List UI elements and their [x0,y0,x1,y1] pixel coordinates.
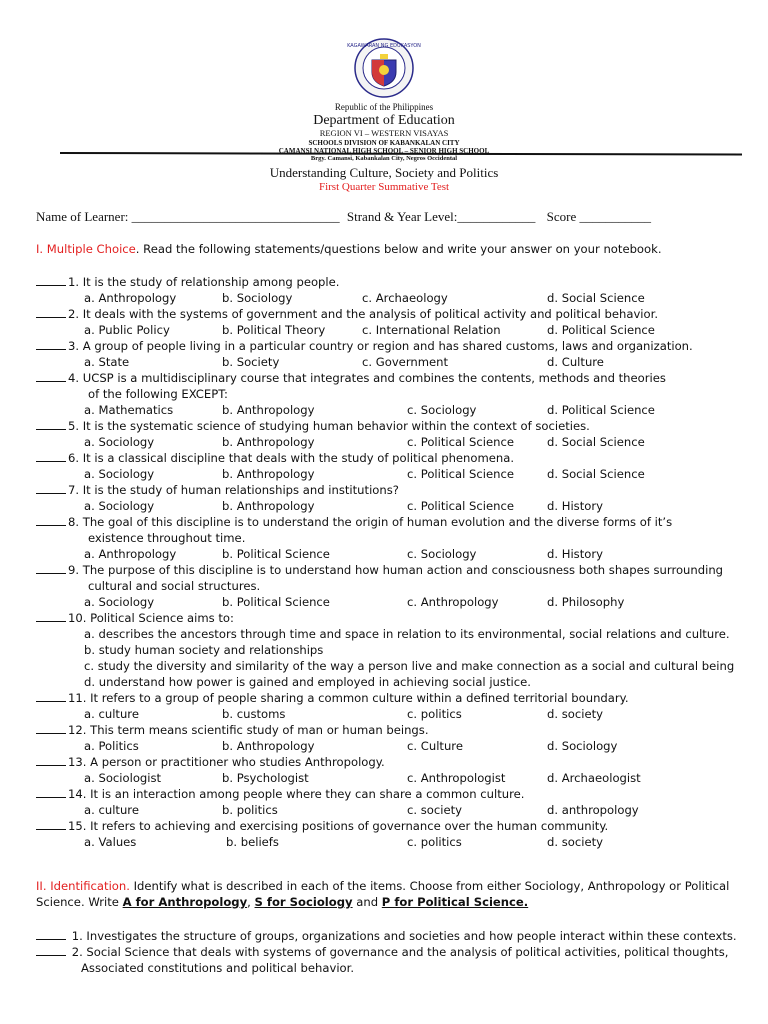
section-1-heading [36,241,736,257]
department-name: Department of Education [313,113,455,129]
learner-fields [36,209,736,225]
test-name: First Quarter Summative Test [318,181,450,193]
key-sociology: S for Sociology [254,895,353,909]
answer-blank[interactable] [36,563,66,574]
answer-options [36,594,736,610]
answer-option: d. History [547,547,603,561]
question-stem: 11. It refers to a group of people sharing a common culture within a defined territorial boundary. [68,691,629,705]
answer-options [36,546,736,562]
answer-options [36,738,736,754]
section-1-title: I. Multiple Choice [36,242,136,256]
question-item [36,306,736,322]
question-item [36,610,736,626]
answer-options [36,290,736,306]
question-stem-continuation: existence throughout time. [88,531,246,545]
identification-stem: 2. Social Science that deals with systems of governance and the analysis of political activities, political thoughts, [71,945,729,959]
answer-blank[interactable] [36,451,66,462]
answer-option: c. Political Science [407,435,514,449]
answer-option: c. Archaeology [362,291,448,305]
answer-option: b. customs [222,707,286,721]
answer-option: d. Social Science [547,435,645,449]
answer-option: d. Political Science [547,403,655,417]
question-stem: 5. It is the systematic science of studying human behavior within the context of societies. [68,419,590,433]
answer-option: b. Political Science [222,547,330,561]
identification-continuation: Associated constitutions and political behavior. [81,961,355,975]
answer-option: d. society [547,707,603,721]
answer-option: d. Social Science [547,291,645,305]
republic-line: Republic of the Philippines [334,102,434,112]
answer-blank[interactable] [36,275,66,286]
answer-options [36,354,736,370]
answer-option: d. anthropology [547,803,639,817]
question-stem: 1. It is the study of relationship among people. [68,275,340,289]
question-stem: 2. It deals with the systems of government and the analysis of political activity and political behavior. [68,307,659,321]
answer-option: a. Sociology [84,467,155,481]
question-stem: 8. The goal of this discipline is to understand the origin of human evolution and the diverse forms of it’s [68,515,673,529]
answer-option: d. Sociology [547,739,618,753]
question-item [36,450,736,466]
answer-blank[interactable] [36,929,66,940]
answer-blank[interactable] [36,691,66,702]
answer-options [36,434,736,450]
answer-option: d. History [547,499,603,513]
address-line: Brgy. Camansi, Kabankalan City, Negros Occidental [310,155,458,163]
answer-option: d. society [547,835,603,849]
answer-option: b. Political Theory [222,323,326,337]
answer-option: d. understand how power is gained and employed in achieving social justice. [84,675,531,689]
answer-option: c. society [407,803,463,817]
answer-option: a. Sociologist [84,771,162,785]
answer-option: c. politics [407,707,462,721]
question-item [36,514,736,530]
identification-item [36,928,756,944]
question-item [36,722,736,738]
subject-title: Understanding Culture, Society and Politics [269,165,499,180]
question-item [36,370,736,386]
answer-option: c. study the diversity and similarity of the way a person live and make connection as a social and cultural being [84,659,735,673]
answer-option: d. Political Science [547,323,655,337]
question-item [36,562,736,578]
answer-option: b. Sociology [222,291,293,305]
answer-blank[interactable] [36,611,66,622]
section-2-heading [36,878,736,910]
answer-option: b. Psychologist [222,771,309,785]
question-item [36,482,736,498]
key-separator: , [247,895,255,909]
deped-seal-icon [347,38,421,98]
answer-option: c. Sociology [407,547,477,561]
answer-option: d. Philosophy [547,595,625,609]
key-political-science: P for Political Science. [381,895,529,909]
question-stem: 4. UCSP is a multidisciplinary course that integrates and combines the contents, methods and theories [68,371,666,385]
answer-option: c. Anthropology [407,595,499,609]
answer-option: c. Government [362,355,449,369]
key-separator: and [352,895,382,909]
multiple-choice-list [36,274,736,850]
answer-option: c. politics [407,835,462,849]
answer-options [36,834,736,850]
question-stem-continuation: of the following EXCEPT: [88,387,228,401]
answer-blank[interactable] [36,755,66,766]
answer-blank[interactable] [36,339,66,350]
identification-item [36,944,756,960]
answer-option: a. Values [84,835,137,849]
answer-option: a. State [84,355,130,369]
region-line: REGION VI – WESTERN VISAYAS [319,128,449,139]
question-stem: 10. Political Science aims to: [68,611,234,625]
answer-blank[interactable] [36,483,66,494]
question-stem: 6. It is a classical discipline that deals with the study of political phenomena. [68,451,515,465]
answer-option: c. Political Science [407,499,514,513]
answer-option: b. Society [222,355,280,369]
answer-blank[interactable] [36,723,66,734]
answer-blank[interactable] [36,371,66,382]
answer-option: b. beliefs [226,835,279,849]
question-item [36,818,736,834]
answer-blank[interactable] [36,819,66,830]
school-line: CAMANSI NATIONAL HIGH SCHOOL – SENIOR HIGH SCHOOL [278,147,490,156]
answer-option: c. Anthropologist [407,771,506,785]
question-stem: 9. The purpose of this discipline is to understand how human action and consciousness both shapes surrounding [68,563,724,577]
question-stem: 7. It is the study of human relationships and institutions? [68,483,399,497]
answer-option: a. Sociology [84,595,155,609]
answer-option: d. Social Science [547,467,645,481]
question-item [36,418,736,434]
answer-option: b. Anthropology [222,403,315,417]
answer-option: a. Anthropology [84,547,177,561]
answer-options [36,322,736,338]
question-stem: 12. This term means scientific study of man or human beings. [68,723,429,737]
answer-option: b. Anthropology [222,435,315,449]
answer-option: c. Sociology [407,403,477,417]
answer-option: a. Politics [84,739,139,753]
name-field[interactable]: Name of Learner: ________________________________ [36,209,340,224]
question-item [36,690,736,706]
answer-option: d. Archaeologist [547,771,641,785]
question-stem: 3. A group of people living in a particular country or region and has shared customs, laws and organization. [68,339,693,353]
question-stem: 14. It is an interaction among people where they can share a common culture. [68,787,525,801]
key-anthropology: A for Anthropology [122,895,248,909]
answer-option: a. Sociology [84,435,155,449]
score-field[interactable]: Score ___________ [546,209,651,224]
section-2-instructions: Identify what is described in each of the items. Choose from either Sociology, Anthropology or Political Science. Write [36,879,730,909]
answer-option: a. Anthropology [84,291,177,305]
answer-options [36,706,736,722]
answer-option: c. Political Science [407,467,514,481]
answer-blank[interactable] [36,307,66,318]
answer-option: a. culture [84,707,139,721]
strand-field[interactable]: Strand & Year Level:____________ [346,209,536,224]
answer-options [36,402,736,418]
section-2-title: II. Identification. [36,879,130,893]
identification-list [36,928,756,976]
answer-blank[interactable] [36,515,66,526]
question-item [36,338,736,354]
question-item [36,754,736,770]
answer-option: b. Anthropology [222,499,315,513]
question-stem-continuation: cultural and social structures. [88,579,261,593]
answer-options [36,802,736,818]
answer-option: b. study human society and relationships [84,643,324,657]
answer-option: c. International Relation [362,323,501,337]
answer-option: a. describes the ancestors through time and space in relation to its environmental, social relations and culture. [84,627,730,641]
answer-blank[interactable] [36,419,66,430]
section-1-instructions: . Read the following statements/questions below and write your answer on your notebook. [135,242,662,256]
answer-option: d. Culture [547,355,604,369]
division-line: SCHOOLS DIVISION OF KABANKALAN CITY [308,139,460,148]
answer-blank[interactable] [36,945,66,956]
question-stem: 13. A person or practitioner who studies Anthropology. [68,755,385,769]
answer-options [36,466,736,482]
answer-option: b. Anthropology [222,739,315,753]
answer-blank[interactable] [36,787,66,798]
answer-option: b. Political Science [222,595,330,609]
seal-text: KAGAWARAN NG EDUKASYON [347,43,421,49]
answer-option: a. culture [84,803,139,817]
answer-option: a. Sociology [84,499,155,513]
question-item [36,786,736,802]
answer-option: b. politics [222,803,278,817]
question-item [36,274,736,290]
question-stem: 15. It refers to achieving and exercising positions of governance over the human community. [68,819,609,833]
letterhead [0,38,768,163]
answer-options [36,770,736,786]
identification-stem: 1. Investigates the structure of groups, organizations and societies and how people interact within these contexts. [71,929,737,943]
answer-option: b. Anthropology [222,467,315,481]
answer-option: a. Mathematics [84,403,174,417]
answer-option: a. Public Policy [84,323,170,337]
answer-option: c. Culture [407,739,463,753]
answer-options [36,498,736,514]
